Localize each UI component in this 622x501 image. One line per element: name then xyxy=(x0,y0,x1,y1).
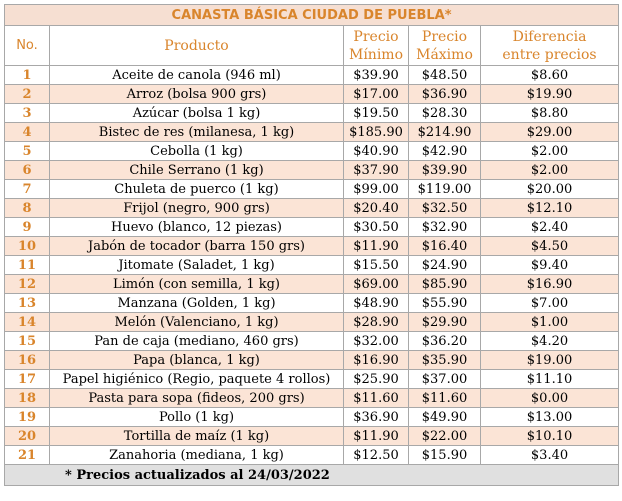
max-price-cell: $39.90 xyxy=(409,161,481,180)
min-price-cell: $12.50 xyxy=(344,446,409,465)
max-price-cell: $29.90 xyxy=(409,313,481,332)
product-cell: Manzana (Golden, 1 kg) xyxy=(50,294,344,313)
product-cell: Jitomate (Saladet, 1 kg) xyxy=(50,256,344,275)
product-cell: Bistec de res (milanesa, 1 kg) xyxy=(50,123,344,142)
max-price-cell: $37.00 xyxy=(409,370,481,389)
difference-cell: $11.10 xyxy=(481,370,619,389)
min-price-cell: $48.90 xyxy=(344,294,409,313)
max-price-cell: $15.90 xyxy=(409,446,481,465)
footnote: * Precios actualizados al 24/03/2022 xyxy=(5,465,619,486)
table-title: CANASTA BÁSICA CIUDAD DE PUEBLA* xyxy=(5,5,619,26)
table-row xyxy=(5,142,619,161)
difference-cell: $13.00 xyxy=(481,408,619,427)
table-row xyxy=(5,332,619,351)
table-row xyxy=(5,66,619,85)
table-row xyxy=(5,180,619,199)
product-cell: Zanahoria (mediana, 1 kg) xyxy=(50,446,344,465)
max-price-cell: $48.50 xyxy=(409,66,481,85)
row-number: 21 xyxy=(5,446,50,465)
row-number: 16 xyxy=(5,351,50,370)
table-row xyxy=(5,104,619,123)
difference-cell: $0.00 xyxy=(481,389,619,408)
difference-cell: $10.10 xyxy=(481,427,619,446)
table-row xyxy=(5,370,619,389)
row-number: 19 xyxy=(5,408,50,427)
product-cell: Chile Serrano (1 kg) xyxy=(50,161,344,180)
product-cell: Limón (con semilla, 1 kg) xyxy=(50,275,344,294)
header-producto: Producto xyxy=(50,26,344,66)
table-row xyxy=(5,408,619,427)
difference-cell: $8.60 xyxy=(481,66,619,85)
header-diferencia-line1: Diferencia xyxy=(512,28,587,45)
product-cell: Melón (Valenciano, 1 kg) xyxy=(50,313,344,332)
product-cell: Huevo (blanco, 12 piezas) xyxy=(50,218,344,237)
max-price-cell: $36.90 xyxy=(409,85,481,104)
price-table xyxy=(4,4,619,486)
row-number: 11 xyxy=(5,256,50,275)
min-price-cell: $37.90 xyxy=(344,161,409,180)
product-cell: Papel higiénico (Regio, paquete 4 rollos) xyxy=(50,370,344,389)
difference-cell: $29.00 xyxy=(481,123,619,142)
table-row xyxy=(5,218,619,237)
header-precio-maximo-line2: Máximo xyxy=(416,46,473,63)
header-precio-minimo-line2: Mínimo xyxy=(348,46,403,63)
table-row xyxy=(5,123,619,142)
max-price-cell: $55.90 xyxy=(409,294,481,313)
min-price-cell: $11.90 xyxy=(344,237,409,256)
difference-cell: $7.00 xyxy=(481,294,619,313)
difference-cell: $4.20 xyxy=(481,332,619,351)
header-diferencia-line2: entre precios xyxy=(502,46,597,63)
header-precio-minimo xyxy=(344,26,409,66)
header-precio-maximo-line1: Precio xyxy=(421,28,468,45)
row-number: 15 xyxy=(5,332,50,351)
max-price-cell: $28.30 xyxy=(409,104,481,123)
product-cell: Pollo (1 kg) xyxy=(50,408,344,427)
max-price-cell: $22.00 xyxy=(409,427,481,446)
min-price-cell: $11.60 xyxy=(344,389,409,408)
table-title-row xyxy=(5,5,619,26)
difference-cell: $12.10 xyxy=(481,199,619,218)
min-price-cell: $185.90 xyxy=(344,123,409,142)
difference-cell: $2.40 xyxy=(481,218,619,237)
difference-cell: $1.00 xyxy=(481,313,619,332)
table-row xyxy=(5,256,619,275)
row-number: 2 xyxy=(5,85,50,104)
row-number: 14 xyxy=(5,313,50,332)
table-row xyxy=(5,351,619,370)
difference-cell: $2.00 xyxy=(481,142,619,161)
header-no: No. xyxy=(5,26,50,66)
difference-cell: $20.00 xyxy=(481,180,619,199)
header-precio-minimo-line1: Precio xyxy=(353,28,399,45)
max-price-cell: $32.90 xyxy=(409,218,481,237)
row-number: 3 xyxy=(5,104,50,123)
difference-cell: $2.00 xyxy=(481,161,619,180)
difference-cell: $9.40 xyxy=(481,256,619,275)
min-price-cell: $36.90 xyxy=(344,408,409,427)
table-row xyxy=(5,275,619,294)
min-price-cell: $16.90 xyxy=(344,351,409,370)
row-number: 17 xyxy=(5,370,50,389)
row-number: 20 xyxy=(5,427,50,446)
header-precio-maximo xyxy=(409,26,481,66)
table-footer-row xyxy=(5,465,619,486)
min-price-cell: $69.00 xyxy=(344,275,409,294)
table-row xyxy=(5,294,619,313)
product-cell: Arroz (bolsa 900 grs) xyxy=(50,85,344,104)
table-row xyxy=(5,389,619,408)
table-row xyxy=(5,199,619,218)
min-price-cell: $32.00 xyxy=(344,332,409,351)
difference-cell: $4.50 xyxy=(481,237,619,256)
min-price-cell: $17.00 xyxy=(344,85,409,104)
difference-cell: $8.80 xyxy=(481,104,619,123)
row-number: 6 xyxy=(5,161,50,180)
min-price-cell: $19.50 xyxy=(344,104,409,123)
row-number: 7 xyxy=(5,180,50,199)
min-price-cell: $15.50 xyxy=(344,256,409,275)
min-price-cell: $28.90 xyxy=(344,313,409,332)
price-table-container xyxy=(4,4,618,486)
min-price-cell: $11.90 xyxy=(344,427,409,446)
min-price-cell: $20.40 xyxy=(344,199,409,218)
row-number: 4 xyxy=(5,123,50,142)
difference-cell: $3.40 xyxy=(481,446,619,465)
product-cell: Pasta para sopa (fideos, 200 grs) xyxy=(50,389,344,408)
product-cell: Papa (blanca, 1 kg) xyxy=(50,351,344,370)
table-row xyxy=(5,85,619,104)
max-price-cell: $36.20 xyxy=(409,332,481,351)
table-header-row xyxy=(5,26,619,66)
max-price-cell: $11.60 xyxy=(409,389,481,408)
difference-cell: $19.00 xyxy=(481,351,619,370)
row-number: 8 xyxy=(5,199,50,218)
table-row xyxy=(5,237,619,256)
max-price-cell: $42.90 xyxy=(409,142,481,161)
row-number: 12 xyxy=(5,275,50,294)
min-price-cell: $25.90 xyxy=(344,370,409,389)
table-row xyxy=(5,161,619,180)
table-row xyxy=(5,427,619,446)
row-number: 18 xyxy=(5,389,50,408)
product-cell: Frijol (negro, 900 grs) xyxy=(50,199,344,218)
product-cell: Azúcar (bolsa 1 kg) xyxy=(50,104,344,123)
max-price-cell: $35.90 xyxy=(409,351,481,370)
max-price-cell: $49.90 xyxy=(409,408,481,427)
row-number: 5 xyxy=(5,142,50,161)
min-price-cell: $40.90 xyxy=(344,142,409,161)
row-number: 1 xyxy=(5,66,50,85)
max-price-cell: $24.90 xyxy=(409,256,481,275)
table-row xyxy=(5,446,619,465)
difference-cell: $16.90 xyxy=(481,275,619,294)
header-diferencia xyxy=(481,26,619,66)
max-price-cell: $16.40 xyxy=(409,237,481,256)
row-number: 10 xyxy=(5,237,50,256)
min-price-cell: $30.50 xyxy=(344,218,409,237)
product-cell: Chuleta de puerco (1 kg) xyxy=(50,180,344,199)
row-number: 9 xyxy=(5,218,50,237)
product-cell: Jabón de tocador (barra 150 grs) xyxy=(50,237,344,256)
difference-cell: $19.90 xyxy=(481,85,619,104)
row-number: 13 xyxy=(5,294,50,313)
min-price-cell: $99.00 xyxy=(344,180,409,199)
product-cell: Pan de caja (mediano, 460 grs) xyxy=(50,332,344,351)
max-price-cell: $119.00 xyxy=(409,180,481,199)
table-row xyxy=(5,313,619,332)
max-price-cell: $32.50 xyxy=(409,199,481,218)
product-cell: Tortilla de maíz (1 kg) xyxy=(50,427,344,446)
min-price-cell: $39.90 xyxy=(344,66,409,85)
product-cell: Cebolla (1 kg) xyxy=(50,142,344,161)
max-price-cell: $85.90 xyxy=(409,275,481,294)
product-cell: Aceite de canola (946 ml) xyxy=(50,66,344,85)
max-price-cell: $214.90 xyxy=(409,123,481,142)
